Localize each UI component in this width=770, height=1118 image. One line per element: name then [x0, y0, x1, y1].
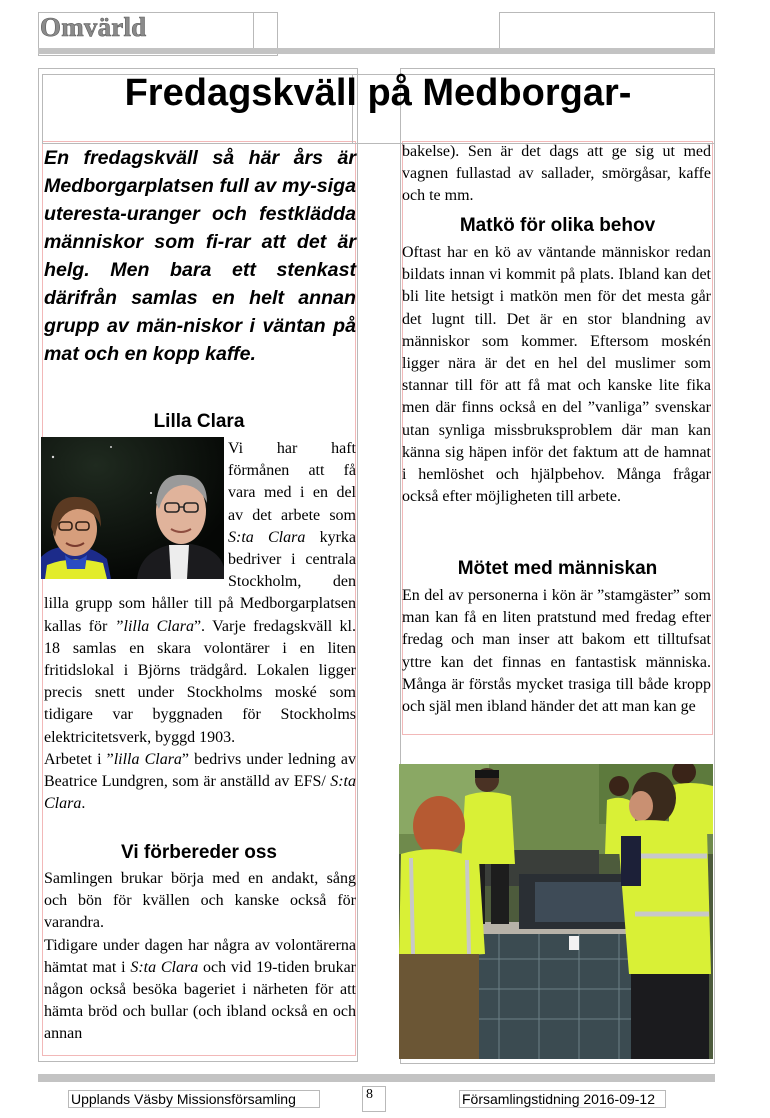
portrait-photo-image: [41, 437, 224, 579]
subheading-motet: Mötet med människan: [457, 558, 658, 579]
footer-issue-date: Församlingstidning 2016-09-12: [459, 1090, 666, 1108]
forbereder-paragraph-1: Samlingen brukar börja med en andakt, sång och bön för kvällen och kanske också för varandra.: [44, 870, 356, 932]
article-headline: Fredagskväll på Medborgar-: [124, 72, 632, 114]
portrait-photo: [41, 437, 224, 579]
volunteers-photo: [399, 764, 713, 1059]
motet-text: En del av personerna i kön är ”stamgäster” som man kan få en liten pratstund med fredag efter fredag och man inser att bakom ett tilltufsat yttre kan det finnas en fantastisk människa. Många är förstås mycket trasiga till både kropp och själ men ibland händer det att man kan ge: [402, 587, 711, 716]
volunteers-photo-image: [399, 764, 713, 1059]
footer-rule: [38, 1074, 715, 1082]
footer-publisher: Upplands Väsby Missionsförsamling: [68, 1090, 320, 1108]
continued-text: bakelse). Sen är det dags att ge sig ut med vagnen fullastad av sallader, smörgåsar, kaffe och te mm.: [402, 143, 711, 205]
page-number: 8: [362, 1086, 386, 1112]
forbereder-text: [44, 868, 356, 1046]
lilla-clara-paragraph-2: Arbetet i ”lilla Clara” bedrivs under ledning av Beatrice Lundgren, som är anställd av EFS/ S:ta Clara.: [44, 750, 356, 813]
matko-text: Oftast har en kö av väntande människor redan bildats innan vi kommit på plats. Ibland kan det bli lite hetsigt i matkön men för det mesta går det lugnt till. Det är en stor blandning av människor som kommer. Eftersom moskén ligger nära är det en hel del muslimer som stannar till för att få mat och kanske lite fika men där finns också en del ”vanliga” svenskar utan synliga missbruksproblem där man kan känna sig häpen inför det faktum att de hamnat i hemlöshet och hjälpbehov. Många frågar också efter möjligheten till arbete.: [402, 244, 711, 506]
section-label: Omvärld: [40, 12, 147, 42]
subheading-matko: Matkö för olika behov: [459, 215, 656, 236]
lilla-clara-text: [44, 438, 356, 815]
subheading-forbereder: Vi förbereder oss: [121, 842, 277, 863]
article-lede: En fredagskväll så här års är Medborgarplatsen full av my-siga uteresta-uranger och festklädda människor som fi-rar att det är helg. Men bara ett stenkast därifrån samlas en helt annan grupp av män-niskor i väntan på mat och en kopp kaffe.: [44, 147, 356, 365]
forbereder-paragraph-2: Tidigare under dagen har några av volontärerna hämtat mat i S:ta Clara och vid 19-tiden brukar någon också besöka bageriet i närheten för att hämta bröd och bullar (och ibland också en och annan: [44, 936, 356, 1043]
header-rule: [38, 48, 715, 54]
subheading-lilla-clara: Lilla Clara: [153, 411, 245, 432]
lilla-clara-paragraph-1: Vi har haft förmånen att få vara med i en del av det arbete som S:ta Clara kyrka bedriver i centrala Stockholm, den lilla grupp som håller till på Medborgarplatsen kallas för ”lilla Clara”. Varje fredagskväll kl. 18 samlas en skara volontärer i en liten fritidslokal i Björns trädgård. Lokalen ligger precis snett under Stockholms moské som tidigare var byggnaden för Stockholms elektricitetsverk, byggd 1903.: [44, 440, 356, 746]
